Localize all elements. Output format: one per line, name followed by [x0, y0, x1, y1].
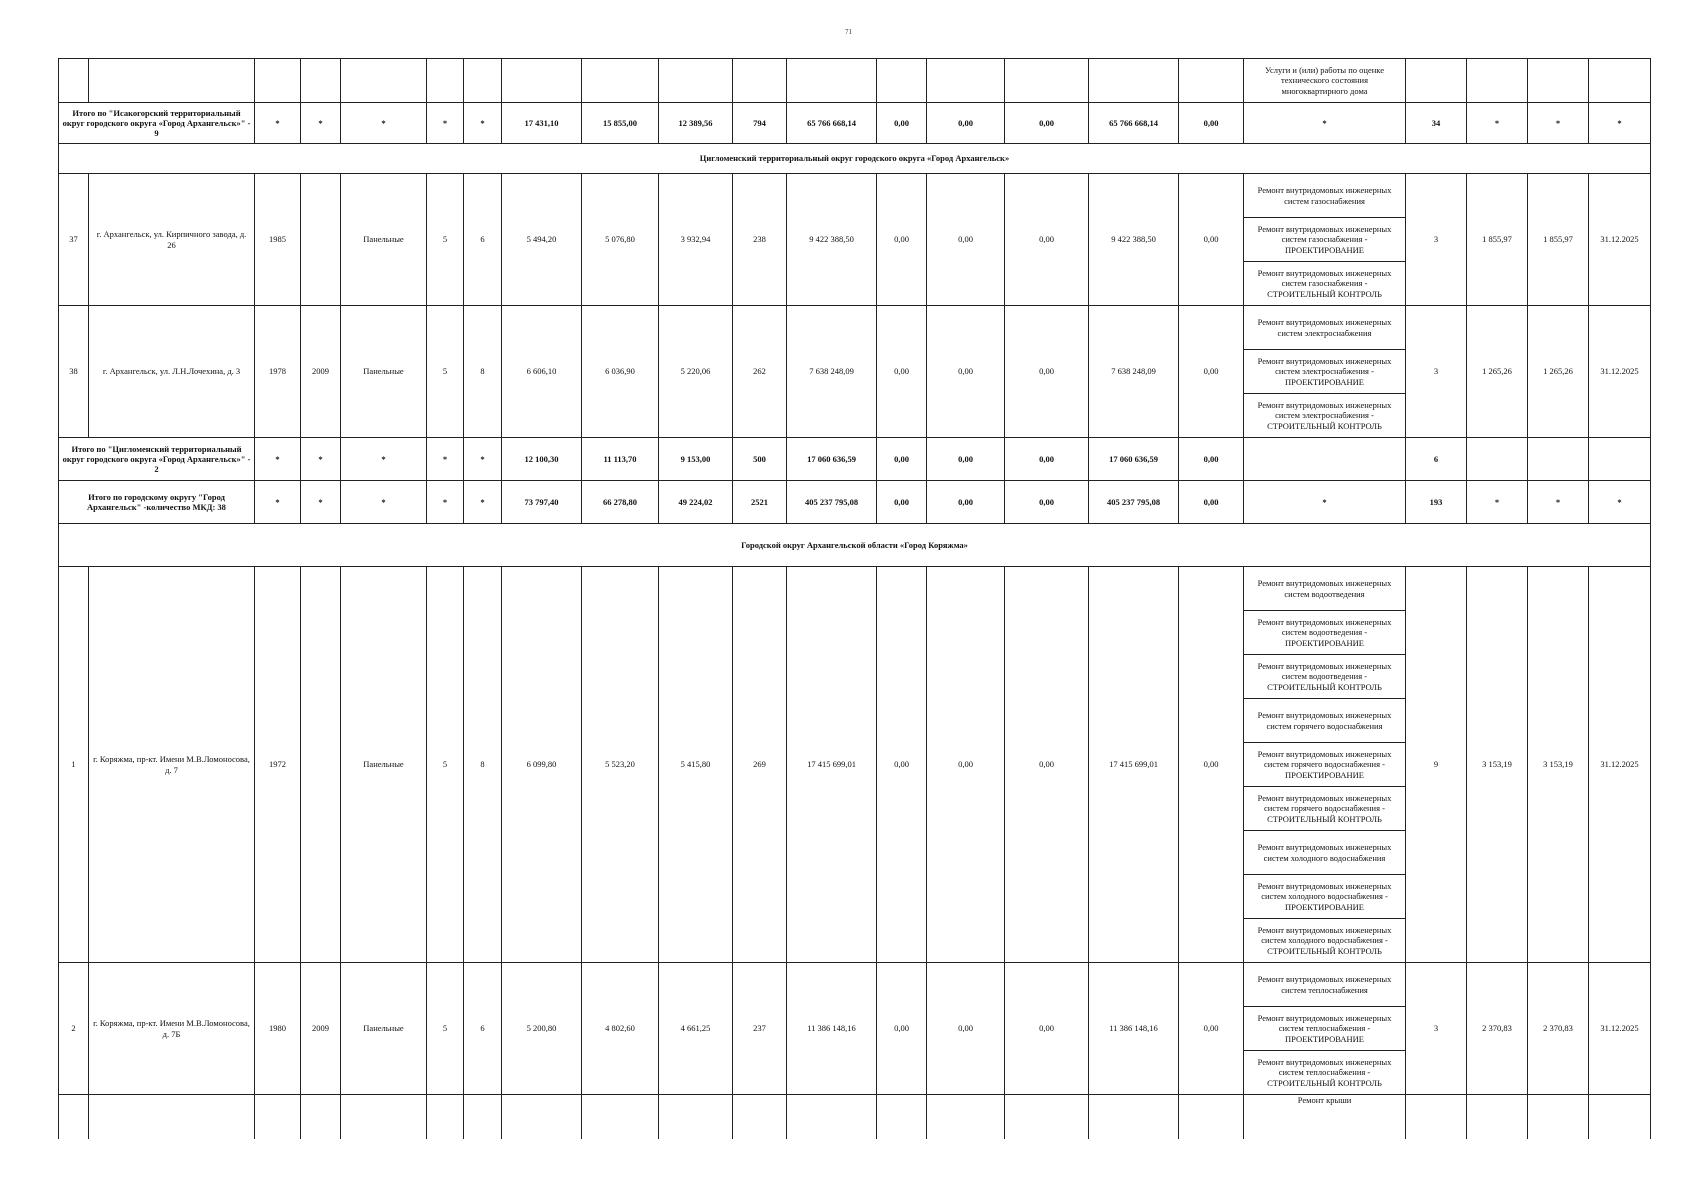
- total-row-total_tsiglomensky: [59, 438, 1651, 481]
- page-number: 71: [845, 28, 852, 36]
- total-label: Итого по "Исакогорский территориальный округ городского округа «Город Архангельск»" - 9: [59, 103, 255, 144]
- total-owners: 65 766 668,14: [1089, 103, 1179, 144]
- section-band: [59, 524, 1651, 567]
- total-row-total_isakogorsky: [59, 103, 1651, 144]
- floors: 5: [427, 963, 464, 1095]
- total-local: 0,00: [1005, 438, 1089, 481]
- work-type-cell: Ремонт внутридомовых инженерных систем горячего водоснабжения - СТРОИТЕЛЬНЫЙ КОНТРОЛЬ: [1244, 787, 1406, 831]
- local: 0,00: [1005, 306, 1089, 438]
- wall-material: Панельные: [341, 306, 427, 438]
- work-type-cell: Ремонт внутридомовых инженерных систем холодного водоснабжения - ПРОЕКТИРОВАНИЕ: [1244, 875, 1406, 919]
- year-built: 1985: [255, 174, 301, 306]
- total-fund: 0,00: [877, 103, 927, 144]
- row-number: 38: [59, 306, 89, 438]
- empty-cell: [502, 1095, 582, 1139]
- work-type-cell: Ремонт внутридомовых инженерных систем водоотведения - СТРОИТЕЛЬНЫЙ КОНТРОЛЬ: [1244, 655, 1406, 699]
- deadline: 31.12.2025: [1589, 306, 1651, 438]
- region: 0,00: [927, 174, 1005, 306]
- work-type-cell: Ремонт внутридомовых инженерных систем газоснабжения - ПРОЕКТИРОВАНИЕ: [1244, 218, 1406, 262]
- local: 0,00: [1005, 567, 1089, 963]
- total-living-area: 66 278,80: [582, 481, 659, 524]
- total-res-area: 12 389,56: [659, 103, 733, 144]
- empty-cell: [59, 1095, 89, 1139]
- empty-cell: [1528, 1095, 1589, 1139]
- section-title: Городской округ Архангельской области «Город Коряжма»: [59, 524, 1651, 567]
- other: 0,00: [1179, 963, 1244, 1095]
- empty-cell: [927, 1095, 1005, 1139]
- table-row: [59, 174, 1651, 218]
- residents: 237: [733, 963, 787, 1095]
- placeholder-star: *: [1589, 103, 1651, 144]
- empty-cell: [1005, 59, 1089, 103]
- empty-cell: [89, 1095, 255, 1139]
- work-type-cell: Услуги и (или) работы по оценке технического состояния многоквартирного дома: [1244, 59, 1406, 103]
- work-type-cell: Ремонт внутридомовых инженерных систем газоснабжения - СТРОИТЕЛЬНЫЙ КОНТРОЛЬ: [1244, 262, 1406, 306]
- residents: 262: [733, 306, 787, 438]
- placeholder-star: *: [1528, 481, 1589, 524]
- owners: 9 422 388,50: [1089, 174, 1179, 306]
- table-row: [59, 306, 1651, 350]
- year-repair: 2009: [301, 963, 341, 1095]
- work-type-cell: Ремонт внутридомовых инженерных систем водоотведения - ПРОЕКТИРОВАНИЕ: [1244, 611, 1406, 655]
- empty-cell: [427, 1095, 464, 1139]
- total-work: *: [1244, 481, 1406, 524]
- max-unit-cost: 1 855,97: [1528, 174, 1589, 306]
- local: 0,00: [1005, 963, 1089, 1095]
- floors: 5: [427, 174, 464, 306]
- empty-cell: [1179, 1095, 1244, 1139]
- empty-cell: [1589, 1095, 1651, 1139]
- entrances: 6: [464, 963, 502, 1095]
- total-other: 0,00: [1179, 438, 1244, 481]
- total-other: 0,00: [1179, 481, 1244, 524]
- placeholder-star: *: [464, 103, 502, 144]
- work-type-cell: Ремонт внутридомовых инженерных систем теплоснабжения: [1244, 963, 1406, 1007]
- empty-cell: [1589, 59, 1651, 103]
- work-type-cell: Ремонт внутридомовых инженерных систем холодного водоснабжения - СТРОИТЕЛЬНЫЙ КОНТРОЛЬ: [1244, 919, 1406, 963]
- entrances: 8: [464, 306, 502, 438]
- total-residents: 2521: [733, 481, 787, 524]
- empty-cell: [1528, 59, 1589, 103]
- total-cost: 17 060 636,59: [787, 438, 877, 481]
- placeholder-star: *: [427, 481, 464, 524]
- cost: 17 415 699,01: [787, 567, 877, 963]
- address-cell: г. Архангельск, ул. Л.Н.Лочехина, д. 3: [89, 306, 255, 438]
- placeholder-star: *: [301, 438, 341, 481]
- empty-cell: [1089, 59, 1179, 103]
- total-count: 6: [1406, 438, 1467, 481]
- total-local: 0,00: [1005, 103, 1089, 144]
- deadline: 31.12.2025: [1589, 963, 1651, 1095]
- total-count: 193: [1406, 481, 1467, 524]
- floors: 5: [427, 567, 464, 963]
- placeholder-star: *: [341, 103, 427, 144]
- residents: 238: [733, 174, 787, 306]
- unit-cost: 2 370,83: [1467, 963, 1528, 1095]
- empty-cell: [427, 59, 464, 103]
- living-area: 4 802,60: [582, 963, 659, 1095]
- table-row-partial-bottom: [59, 1095, 1651, 1139]
- table-row: [59, 567, 1651, 611]
- fund: 0,00: [877, 174, 927, 306]
- total-work: *: [1244, 103, 1406, 144]
- section-band: [59, 144, 1651, 174]
- owners: 7 638 248,09: [1089, 306, 1179, 438]
- floors: 5: [427, 306, 464, 438]
- placeholder-star: *: [1528, 103, 1589, 144]
- placeholder-star: *: [427, 438, 464, 481]
- empty-cell: [733, 59, 787, 103]
- placeholder-star: [1589, 438, 1651, 481]
- work-type-cell: Ремонт внутридомовых инженерных систем электроснабжения - СТРОИТЕЛЬНЫЙ КОНТРОЛЬ: [1244, 394, 1406, 438]
- res-area: 3 932,94: [659, 174, 733, 306]
- address-cell: г. Архангельск, ул. Кирпичного завода, д. 26: [89, 174, 255, 306]
- placeholder-star: *: [341, 438, 427, 481]
- work-type-cell: Ремонт крыши: [1244, 1095, 1406, 1139]
- entrances: 8: [464, 567, 502, 963]
- total-total-area: 12 100,30: [502, 438, 582, 481]
- placeholder-star: *: [427, 103, 464, 144]
- total-region: 0,00: [927, 103, 1005, 144]
- unit-cost: 1 855,97: [1467, 174, 1528, 306]
- empty-cell: [1406, 59, 1467, 103]
- fund: 0,00: [877, 567, 927, 963]
- total-residents: 500: [733, 438, 787, 481]
- placeholder-star: *: [255, 438, 301, 481]
- year-repair: [301, 174, 341, 306]
- placeholder-star: *: [255, 103, 301, 144]
- total-res-area: 49 224,02: [659, 481, 733, 524]
- max-unit-cost: 1 265,26: [1528, 306, 1589, 438]
- empty-cell: [255, 1095, 301, 1139]
- empty-cell: [341, 1095, 427, 1139]
- total-region: 0,00: [927, 481, 1005, 524]
- empty-cell: [1467, 1095, 1528, 1139]
- total-label: Итого по "Цигломенский территориальный округ городского округа «Город Архангельск»" - 2: [59, 438, 255, 481]
- deadline: 31.12.2025: [1589, 567, 1651, 963]
- total-local: 0,00: [1005, 481, 1089, 524]
- total-fund: 0,00: [877, 481, 927, 524]
- total-row-total_city: [59, 481, 1651, 524]
- row-number: 2: [59, 963, 89, 1095]
- address-cell: г. Коряжма, пр-кт. Имени М.В.Ломоносова, д. 7Б: [89, 963, 255, 1095]
- total-cost: 405 237 795,08: [787, 481, 877, 524]
- res-area: 5 415,80: [659, 567, 733, 963]
- empty-cell: [659, 1095, 733, 1139]
- empty-cell: [341, 59, 427, 103]
- work-type-cell: Ремонт внутридомовых инженерных систем водоотведения: [1244, 567, 1406, 611]
- cost: 11 386 148,16: [787, 963, 877, 1095]
- placeholder-star: *: [464, 481, 502, 524]
- local: 0,00: [1005, 174, 1089, 306]
- total-owners: 405 237 795,08: [1089, 481, 1179, 524]
- row-number: 37: [59, 174, 89, 306]
- region: 0,00: [927, 963, 1005, 1095]
- total-cost: 65 766 668,14: [787, 103, 877, 144]
- work-count: 3: [1406, 306, 1467, 438]
- work-count: 3: [1406, 174, 1467, 306]
- empty-cell: [787, 1095, 877, 1139]
- entrances: 6: [464, 174, 502, 306]
- total-fund: 0,00: [877, 438, 927, 481]
- other: 0,00: [1179, 567, 1244, 963]
- total-owners: 17 060 636,59: [1089, 438, 1179, 481]
- fund: 0,00: [877, 306, 927, 438]
- year-repair: [301, 567, 341, 963]
- total-living-area: 15 855,00: [582, 103, 659, 144]
- work-count: 3: [1406, 963, 1467, 1095]
- row-number: 1: [59, 567, 89, 963]
- other: 0,00: [1179, 174, 1244, 306]
- region: 0,00: [927, 306, 1005, 438]
- total-work: [1244, 438, 1406, 481]
- placeholder-star: *: [301, 481, 341, 524]
- section-title: Цигломенский территориальный округ городского округа «Город Архангельск»: [59, 144, 1651, 174]
- empty-cell: [877, 59, 927, 103]
- empty-cell: [582, 1095, 659, 1139]
- empty-cell: [787, 59, 877, 103]
- placeholder-star: *: [464, 438, 502, 481]
- wall-material: Панельные: [341, 963, 427, 1095]
- placeholder-star: *: [255, 481, 301, 524]
- placeholder-star: *: [1467, 103, 1528, 144]
- empty-cell: [59, 59, 89, 103]
- wall-material: Панельные: [341, 174, 427, 306]
- year-built: 1978: [255, 306, 301, 438]
- res-area: 4 661,25: [659, 963, 733, 1095]
- work-count: 9: [1406, 567, 1467, 963]
- total-region: 0,00: [927, 438, 1005, 481]
- placeholder-star: *: [301, 103, 341, 144]
- empty-cell: [877, 1095, 927, 1139]
- total-area: 6 606,10: [502, 306, 582, 438]
- work-type-cell: Ремонт внутридомовых инженерных систем теплоснабжения - ПРОЕКТИРОВАНИЕ: [1244, 1007, 1406, 1051]
- empty-cell: [1005, 1095, 1089, 1139]
- placeholder-star: *: [1589, 481, 1651, 524]
- unit-cost: 3 153,19: [1467, 567, 1528, 963]
- deadline: 31.12.2025: [1589, 174, 1651, 306]
- year-built: 1980: [255, 963, 301, 1095]
- max-unit-cost: 3 153,19: [1528, 567, 1589, 963]
- living-area: 5 523,20: [582, 567, 659, 963]
- empty-cell: [255, 59, 301, 103]
- owners: 11 386 148,16: [1089, 963, 1179, 1095]
- living-area: 6 036,90: [582, 306, 659, 438]
- owners: 17 415 699,01: [1089, 567, 1179, 963]
- work-type-cell: Ремонт внутридомовых инженерных систем теплоснабжения - СТРОИТЕЛЬНЫЙ КОНТРОЛЬ: [1244, 1051, 1406, 1095]
- placeholder-star: [1528, 438, 1589, 481]
- cost: 7 638 248,09: [787, 306, 877, 438]
- residents: 269: [733, 567, 787, 963]
- cost: 9 422 388,50: [787, 174, 877, 306]
- placeholder-star: *: [1467, 481, 1528, 524]
- other: 0,00: [1179, 306, 1244, 438]
- address-cell: г. Коряжма, пр-кт. Имени М.В.Ломоносова, д. 7: [89, 567, 255, 963]
- empty-cell: [1467, 59, 1528, 103]
- empty-cell: [464, 1095, 502, 1139]
- empty-cell: [89, 59, 255, 103]
- wall-material: Панельные: [341, 567, 427, 963]
- year-built: 1972: [255, 567, 301, 963]
- living-area: 5 076,80: [582, 174, 659, 306]
- empty-cell: [301, 1095, 341, 1139]
- work-type-cell: Ремонт внутридомовых инженерных систем электроснабжения - ПРОЕКТИРОВАНИЕ: [1244, 350, 1406, 394]
- total-area: 5 200,80: [502, 963, 582, 1095]
- total-residents: 794: [733, 103, 787, 144]
- total-living-area: 11 113,70: [582, 438, 659, 481]
- max-unit-cost: 2 370,83: [1528, 963, 1589, 1095]
- placeholder-star: [1467, 438, 1528, 481]
- total-total-area: 17 431,10: [502, 103, 582, 144]
- empty-cell: [502, 59, 582, 103]
- unit-cost: 1 265,26: [1467, 306, 1528, 438]
- table-row-partial-top: [59, 59, 1651, 103]
- work-type-cell: Ремонт внутридомовых инженерных систем газоснабжения: [1244, 174, 1406, 218]
- work-type-cell: Ремонт внутридомовых инженерных систем горячего водоснабжения: [1244, 699, 1406, 743]
- total-area: 5 494,20: [502, 174, 582, 306]
- empty-cell: [464, 59, 502, 103]
- total-label: Итого по городскому округу "Город Архангельск" -количество МКД: 38: [59, 481, 255, 524]
- fund: 0,00: [877, 963, 927, 1095]
- empty-cell: [733, 1095, 787, 1139]
- empty-cell: [1406, 1095, 1467, 1139]
- empty-cell: [582, 59, 659, 103]
- work-type-cell: Ремонт внутридомовых инженерных систем горячего водоснабжения - ПРОЕКТИРОВАНИЕ: [1244, 743, 1406, 787]
- total-area: 6 099,80: [502, 567, 582, 963]
- work-type-cell: Ремонт внутридомовых инженерных систем холодного водоснабжения: [1244, 831, 1406, 875]
- empty-cell: [1179, 59, 1244, 103]
- empty-cell: [1089, 1095, 1179, 1139]
- capital-repair-table: [58, 58, 1651, 1139]
- res-area: 5 220,06: [659, 306, 733, 438]
- table-row: [59, 963, 1651, 1007]
- year-repair: 2009: [301, 306, 341, 438]
- total-other: 0,00: [1179, 103, 1244, 144]
- empty-cell: [659, 59, 733, 103]
- total-res-area: 9 153,00: [659, 438, 733, 481]
- region: 0,00: [927, 567, 1005, 963]
- total-count: 34: [1406, 103, 1467, 144]
- empty-cell: [301, 59, 341, 103]
- empty-cell: [927, 59, 1005, 103]
- placeholder-star: *: [341, 481, 427, 524]
- work-type-cell: Ремонт внутридомовых инженерных систем электроснабжения: [1244, 306, 1406, 350]
- total-total-area: 73 797,40: [502, 481, 582, 524]
